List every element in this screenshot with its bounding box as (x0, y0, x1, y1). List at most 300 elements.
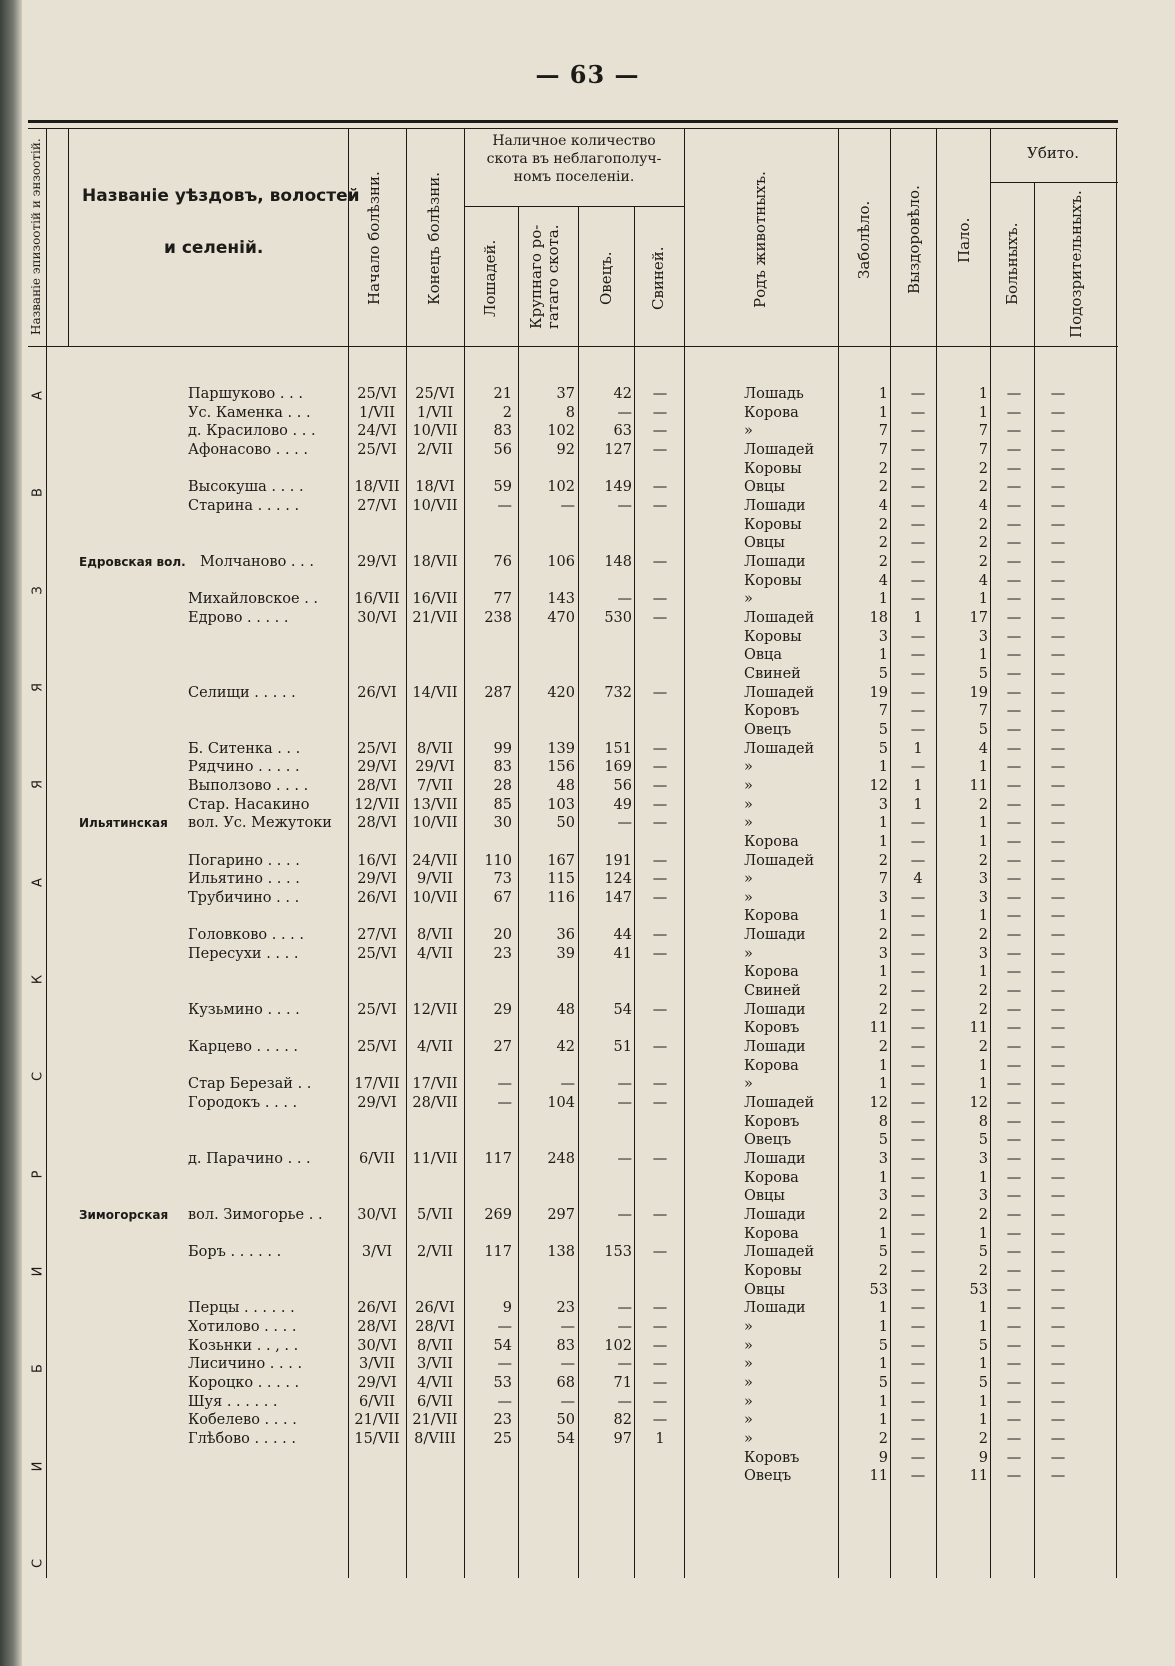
village-name: Паршуково . . . (188, 386, 303, 402)
animal-kind: Лошадей (744, 610, 815, 626)
killed-suspicious-count: — (1050, 1226, 1066, 1242)
recovered-count: — (910, 1468, 926, 1484)
animal-kind: » (744, 797, 753, 813)
table-row (28, 1355, 1118, 1373)
killed-suspicious-count: — (1050, 741, 1066, 757)
horses-count (464, 1262, 512, 1280)
cattle-count: 42 (556, 1039, 575, 1055)
end-date (408, 534, 462, 552)
sheep-count (580, 1113, 632, 1131)
start-date (350, 1262, 404, 1280)
animal-kind: » (744, 1338, 753, 1354)
pigs-count (638, 1281, 682, 1299)
dead-count: 1 (978, 815, 988, 831)
start-date: 26/VI (357, 890, 397, 906)
killed-suspicious-count: — (1050, 405, 1066, 421)
horses-count (464, 1467, 512, 1485)
end-date (408, 833, 462, 851)
animal-kind: » (744, 871, 753, 887)
table-row (28, 534, 1118, 552)
sheep-count (580, 1449, 632, 1467)
cattle-count (520, 721, 575, 739)
table-row (28, 628, 1118, 646)
cattle-count (520, 572, 575, 590)
end-date (408, 1449, 462, 1467)
start-date: 3/VII (358, 1356, 396, 1372)
table-row (28, 404, 1118, 422)
village-name: Старина . . . . . (188, 498, 300, 514)
killed-sick-count: — (1006, 1226, 1022, 1242)
animal-kind: Корова (744, 1170, 799, 1186)
sick-count: 2 (878, 1039, 888, 1055)
cattle-count (520, 1467, 575, 1485)
sheep-count: 169 (604, 759, 632, 775)
pigs-count: — (652, 1319, 668, 1335)
village-name: Стар Березай . . (188, 1076, 312, 1092)
pigs-count: — (652, 610, 668, 626)
animal-kind: Коровы (744, 517, 802, 533)
start-date (350, 1187, 404, 1205)
sheep-count: — (617, 1207, 632, 1223)
header-dead: Пало. (955, 217, 973, 263)
sick-count: 1 (878, 1319, 888, 1335)
horses-count (464, 646, 512, 664)
end-date: 14/VII (412, 685, 458, 701)
cattle-count: 106 (547, 554, 575, 570)
sheep-count (580, 628, 632, 646)
animal-kind: » (744, 890, 753, 906)
recovered-count: — (910, 983, 926, 999)
pigs-count: — (652, 479, 668, 495)
animal-kind: Корова (744, 1058, 799, 1074)
recovered-count: — (910, 423, 926, 439)
sheep-count: — (617, 1300, 632, 1316)
village-name: Шуя . . . . . . (188, 1394, 278, 1410)
start-date (350, 628, 404, 646)
sick-count: 5 (878, 1338, 888, 1354)
dead-count: 17 (969, 610, 988, 626)
village-name: Лисичино . . . . (188, 1356, 303, 1372)
dead-count: 2 (978, 983, 988, 999)
table-row (28, 852, 1118, 870)
killed-sick-count: — (1006, 1039, 1022, 1055)
sheep-count: — (617, 815, 632, 831)
recovered-count: — (910, 1263, 926, 1279)
recovered-count: — (910, 703, 926, 719)
sick-count: 3 (878, 1151, 888, 1167)
table-row (28, 1262, 1118, 1280)
sheep-count: — (617, 405, 632, 421)
village-name: вол. Ус. Межутоки (188, 815, 332, 831)
cattle-count: 103 (547, 797, 575, 813)
sheep-count: 530 (604, 610, 632, 626)
village-name: Молчаново . . . (200, 554, 314, 570)
horses-count: 83 (493, 759, 512, 775)
sick-count: 53 (869, 1282, 888, 1298)
horses-count (464, 665, 512, 683)
animal-kind: Овецъ (744, 722, 792, 738)
killed-suspicious-count: — (1050, 1188, 1066, 1204)
village-name: Кузьмино . . . . (188, 1002, 300, 1018)
animal-kind: » (744, 1356, 753, 1372)
cattle-count: 68 (556, 1375, 575, 1391)
killed-sick-count: — (1006, 1338, 1022, 1354)
village-name: Боръ . . . . . . (188, 1244, 282, 1260)
end-date: 16/VII (412, 591, 458, 607)
table-row (28, 646, 1118, 664)
horses-count: 117 (484, 1151, 512, 1167)
sick-count: 1 (878, 964, 888, 980)
cattle-count (520, 1131, 575, 1149)
header-title-line1: Названіе уѣздовъ, волостей (82, 186, 360, 206)
sick-count: 2 (878, 517, 888, 533)
recovered-count: — (910, 1282, 926, 1298)
killed-suspicious-count: — (1050, 1431, 1066, 1447)
animal-kind: Лошади (744, 498, 806, 514)
horses-count (464, 628, 512, 646)
start-date (350, 1467, 404, 1485)
killed-suspicious-count: — (1050, 1468, 1066, 1484)
start-date (350, 665, 404, 683)
pigs-count: — (652, 1356, 668, 1372)
cattle-count: — (560, 498, 575, 514)
cattle-count: 36 (556, 927, 575, 943)
killed-suspicious-count: — (1050, 1002, 1066, 1018)
cattle-count: 92 (556, 442, 575, 458)
table-row (28, 740, 1118, 758)
village-name: Рядчино . . . . . (188, 759, 300, 775)
horses-count: 110 (484, 853, 512, 869)
table-row (28, 1318, 1118, 1336)
dead-count: 1 (978, 1300, 988, 1316)
village-name: д. Парачино . . . (188, 1151, 311, 1167)
killed-sick-count: — (1006, 853, 1022, 869)
village-name: Едрово . . . . . (188, 610, 289, 626)
sick-count: 2 (878, 983, 888, 999)
header-killed-sick: Больныхъ. (1003, 222, 1021, 306)
table-row (28, 1038, 1118, 1056)
killed-suspicious-count: — (1050, 964, 1066, 980)
horses-count (464, 833, 512, 851)
pigs-count (638, 1113, 682, 1131)
horses-count: 53 (493, 1375, 512, 1391)
recovered-count: — (910, 1076, 926, 1092)
header-stock-group (464, 132, 684, 186)
table-row (28, 1281, 1118, 1299)
dead-count: 2 (978, 1207, 988, 1223)
killed-sick-count: — (1006, 1431, 1022, 1447)
killed-suspicious-count: — (1050, 1319, 1066, 1335)
header-recovered: Выздоровѣло. (905, 185, 923, 295)
animal-kind: » (744, 815, 753, 831)
end-date: 21/VII (412, 1412, 458, 1428)
animal-kind: Лошади (744, 1002, 806, 1018)
end-date: 10/VII (412, 498, 458, 514)
start-date: 30/VI (357, 1338, 397, 1354)
pigs-count: — (652, 386, 668, 402)
dead-count: 1 (978, 405, 988, 421)
dead-count: 9 (978, 1450, 988, 1466)
region-letter: Р (30, 1170, 46, 1179)
end-date (408, 1169, 462, 1187)
pigs-count (638, 982, 682, 1000)
sheep-count (580, 646, 632, 664)
sick-count: 7 (878, 442, 888, 458)
sheep-count (580, 1169, 632, 1187)
dead-count: 1 (978, 1356, 988, 1372)
sick-count: 1 (878, 591, 888, 607)
dead-count: 2 (978, 517, 988, 533)
animal-kind: Корова (744, 908, 799, 924)
recovered-count: — (910, 386, 926, 402)
animal-kind: » (744, 1394, 753, 1410)
end-date: 28/VI (415, 1319, 455, 1335)
table-row (28, 814, 1118, 832)
killed-suspicious-count: — (1050, 927, 1066, 943)
start-date: 15/VII (354, 1431, 400, 1447)
killed-suspicious-count: — (1050, 535, 1066, 551)
recovered-count: — (910, 573, 926, 589)
killed-sick-count: — (1006, 1356, 1022, 1372)
killed-suspicious-count: — (1050, 517, 1066, 533)
header-cattle: Крупнаго ро- гатаго скота. (527, 224, 562, 330)
table-row (28, 1150, 1118, 1168)
cattle-count (520, 1187, 575, 1205)
table-row (28, 982, 1118, 1000)
village-name: Козьнки . . , . . (188, 1338, 299, 1354)
sick-count: 1 (878, 1356, 888, 1372)
dead-count: 1 (978, 759, 988, 775)
recovered-count: — (910, 591, 926, 607)
sheep-count: 148 (604, 554, 632, 570)
killed-sick-count: — (1006, 741, 1022, 757)
end-date: 4/VII (416, 1375, 454, 1391)
sheep-count: 42 (613, 386, 632, 402)
end-date (408, 665, 462, 683)
pigs-count: — (652, 1300, 668, 1316)
table-row (28, 1094, 1118, 1112)
start-date (350, 907, 404, 925)
killed-sick-count: — (1006, 722, 1022, 738)
start-date: 28/VI (357, 778, 397, 794)
killed-suspicious-count: — (1050, 685, 1066, 701)
sheep-count: 124 (604, 871, 632, 887)
sick-count: 1 (878, 1076, 888, 1092)
start-date (350, 1019, 404, 1037)
end-date: 8/VII (416, 1338, 454, 1354)
cattle-count (520, 534, 575, 552)
sheep-count (580, 702, 632, 720)
end-date (408, 1187, 462, 1205)
cattle-count (520, 1113, 575, 1131)
sick-count: 1 (878, 1412, 888, 1428)
village-name: Б. Ситенка . . . (188, 741, 301, 757)
killed-sick-count: — (1006, 1095, 1022, 1111)
epizootic-table (28, 120, 1118, 1580)
dead-count: 2 (978, 853, 988, 869)
animal-kind: Коровы (744, 629, 802, 645)
horses-count: 56 (493, 442, 512, 458)
sick-count: 2 (878, 479, 888, 495)
end-date (408, 460, 462, 478)
end-date: 5/VII (416, 1207, 454, 1223)
animal-kind: Лошадей (744, 741, 815, 757)
killed-sick-count: — (1006, 405, 1022, 421)
table-row (28, 1225, 1118, 1243)
sheep-count (580, 572, 632, 590)
dead-count: 7 (978, 703, 988, 719)
start-date (350, 1131, 404, 1149)
cattle-count: — (560, 1319, 575, 1335)
killed-suspicious-count: — (1050, 610, 1066, 626)
killed-sick-count: — (1006, 573, 1022, 589)
horses-count: 21 (493, 386, 512, 402)
end-date (408, 1281, 462, 1299)
sick-count: 9 (878, 1450, 888, 1466)
sheep-count (580, 534, 632, 552)
end-date: 13/VII (412, 797, 458, 813)
cattle-count: 50 (556, 815, 575, 831)
sheep-count (580, 1467, 632, 1485)
dead-count: 1 (978, 964, 988, 980)
pigs-count (638, 1057, 682, 1075)
horses-count: — (497, 1319, 512, 1335)
start-date: 25/VI (357, 1039, 397, 1055)
cattle-count (520, 665, 575, 683)
end-date (408, 646, 462, 664)
sheep-count: 56 (613, 778, 632, 794)
animal-kind: Коровъ (744, 1020, 800, 1036)
table-row (28, 478, 1118, 496)
killed-suspicious-count: — (1050, 1095, 1066, 1111)
sick-count: 3 (878, 1188, 888, 1204)
end-date: 10/VII (412, 815, 458, 831)
killed-suspicious-count: — (1050, 1338, 1066, 1354)
table-row (28, 1075, 1118, 1093)
horses-count: 76 (493, 554, 512, 570)
dead-count: 1 (978, 1394, 988, 1410)
start-date (350, 1057, 404, 1075)
header-sheep: Овецъ. (597, 251, 615, 305)
end-date (408, 516, 462, 534)
table-row (28, 1430, 1118, 1448)
table-row (28, 497, 1118, 515)
table-row (28, 590, 1118, 608)
sheep-count: 127 (604, 442, 632, 458)
animal-kind: Лошади (744, 1039, 806, 1055)
dead-count: 5 (978, 1244, 988, 1260)
table-row (28, 553, 1118, 571)
village-name: Селищи . . . . . (188, 685, 296, 701)
cattle-count: 420 (547, 685, 575, 701)
sick-count: 12 (869, 778, 888, 794)
horses-count: — (497, 1095, 512, 1111)
dead-count: 12 (969, 1095, 988, 1111)
killed-sick-count: — (1006, 1412, 1022, 1428)
table-row (28, 1393, 1118, 1411)
animal-kind: Свиней (744, 983, 801, 999)
sheep-count: — (617, 1095, 632, 1111)
dead-count: 7 (978, 423, 988, 439)
recovered-count: — (910, 647, 926, 663)
end-date: 28/VII (412, 1095, 458, 1111)
village-name: Хотилово . . . . (188, 1319, 297, 1335)
end-date (408, 1131, 462, 1149)
start-date: 30/VI (357, 1207, 397, 1223)
dead-count: 1 (978, 591, 988, 607)
dead-count: 2 (978, 927, 988, 943)
pigs-count (638, 1187, 682, 1205)
table-row (28, 889, 1118, 907)
animal-kind: » (744, 591, 753, 607)
recovered-count: 1 (913, 610, 923, 626)
village-name: Глѣбово . . . . . (188, 1431, 296, 1447)
horses-count: — (497, 1356, 512, 1372)
cattle-count: 138 (547, 1244, 575, 1260)
sheep-count: — (617, 1394, 632, 1410)
killed-sick-count: — (1006, 946, 1022, 962)
pigs-count: — (652, 1039, 668, 1055)
sick-count: 2 (878, 1431, 888, 1447)
region-letter: А (30, 878, 46, 887)
cattle-count (520, 1449, 575, 1467)
horses-count (464, 534, 512, 552)
sick-count: 2 (878, 554, 888, 570)
sick-count: 19 (869, 685, 888, 701)
sheep-count: 147 (604, 890, 632, 906)
pigs-count (638, 1467, 682, 1485)
killed-sick-count: — (1006, 666, 1022, 682)
cattle-count (520, 907, 575, 925)
start-date (350, 1281, 404, 1299)
start-date (350, 534, 404, 552)
horses-count (464, 907, 512, 925)
start-date: 29/VI (357, 1375, 397, 1391)
animal-kind: Лошадей (744, 853, 815, 869)
end-date (408, 963, 462, 981)
sick-count: 8 (878, 1114, 888, 1130)
region-letter: С (30, 1558, 46, 1569)
horses-count (464, 1131, 512, 1149)
horses-count: 54 (493, 1338, 512, 1354)
pigs-count: — (652, 1002, 668, 1018)
cattle-count: 48 (556, 778, 575, 794)
killed-suspicious-count: — (1050, 591, 1066, 607)
sheep-count (580, 1019, 632, 1037)
start-date (350, 1113, 404, 1131)
recovered-count: — (910, 1450, 926, 1466)
killed-sick-count: — (1006, 1076, 1022, 1092)
village-name: Высокуша . . . . (188, 479, 304, 495)
killed-sick-count: — (1006, 964, 1022, 980)
end-date: 8/VII (416, 927, 454, 943)
dead-count: 2 (978, 1431, 988, 1447)
sick-count: 5 (878, 741, 888, 757)
killed-suspicious-count: — (1050, 1076, 1066, 1092)
cattle-count (520, 833, 575, 851)
recovered-count: — (910, 629, 926, 645)
recovered-count: — (910, 853, 926, 869)
sick-count: 7 (878, 871, 888, 887)
dead-count: 2 (978, 1002, 988, 1018)
recovered-count: — (910, 535, 926, 551)
sheep-count: — (617, 498, 632, 514)
cattle-count (520, 1057, 575, 1075)
killed-sick-count: — (1006, 1114, 1022, 1130)
horses-count (464, 1187, 512, 1205)
end-date: 8/VIII (414, 1431, 456, 1447)
dead-count: 1 (978, 647, 988, 663)
